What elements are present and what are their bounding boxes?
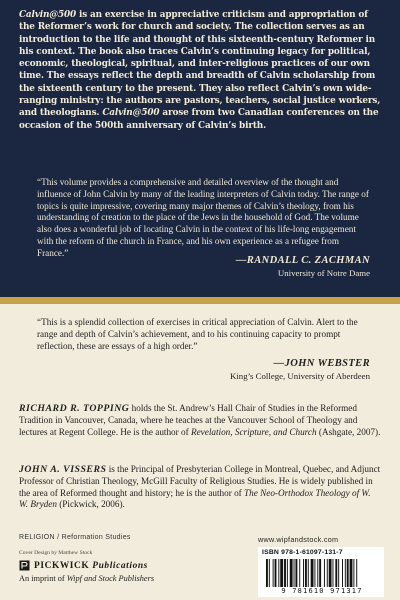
- endorsement-quote-zachman: “This volume provides a comprehensive and detailed overview of the thought and influence of John Calvin by many of the leading interpreters of Calvin today. The range of topics is quite impressive, covering many major themes of Calvin’s theology, from his understanding of creation to the place of the Jews in the household of God. The volume also does a wonderful job of locating Calvin in the context of his life-long engagement with the reform of the church in France, and his own experience as a refugee from France.”: [37, 177, 369, 258]
- imprint-line: [19, 574, 154, 583]
- imprint-publisher: Wipf and Stock Publishers: [66, 574, 155, 583]
- cover-design-credit: Cover Design by Matthew Stock: [19, 550, 93, 556]
- endorser-name: —RANDALL C. ZACHMAN: [235, 255, 370, 266]
- endorser-name: —JOHN WEBSTER: [273, 358, 370, 369]
- publisher-logo-row: [19, 560, 148, 571]
- bio-text: (Pickwick, 2006).: [56, 499, 125, 510]
- publisher-name-suffix: Publications: [89, 560, 148, 571]
- editor-bio-topping: [19, 403, 381, 438]
- editor-bio-vissers: [19, 464, 381, 511]
- endorsement-quote-webster: “This is a splendid collection of exercises in critical appreciation of Calvin. Alert to the range and depth of Calvin’s achievement, and to his continuing capacity to prompt reflection, these are essays of a high order.”: [37, 317, 358, 351]
- endorser-affiliation: King’s College, University of Aberdeen: [230, 371, 370, 381]
- bottom-panel: [0, 304, 400, 600]
- publisher-name: [34, 561, 148, 571]
- book-description: [19, 9, 381, 132]
- imprint-prefix: An imprint of: [19, 574, 67, 583]
- editor-name: JOHN A. VISSERS: [19, 464, 107, 475]
- bio-text: is the Principal of Presbyterian College in Montreal, Quebec, and Adjunct Professor of Christian Theology, McGill Faculty of Religious Studies. He is widely published in the area of Reformed thought and history; he is the author of: [19, 464, 381, 498]
- barcode-bars: [266, 559, 378, 587]
- book-title: Revelation, Scripture, and Church: [190, 426, 317, 437]
- publisher-name-main: PICKWICK: [34, 560, 90, 571]
- editor-name: RICHARD R. TOPPING: [19, 403, 130, 414]
- description-text: is an exercise in appreciative criticism and appropriation of the Reformer’s work for church and society. The collection serves as an introduction to the life and thought of this sixteenth-century Reformer in his context. The book also traces Calvin’s continuing legacy for political, economic, theological, spiritual, and inter-religious practices of our own time. The essays reflect the depth and breadth of Calvin scholarship from the sixteenth century to the present. They also reflect Calvin’s own wide-ranging ministry: the authors are pastors, teachers, social justice workers, and theologians.: [19, 10, 381, 119]
- subject-category: RELIGION / Reformation Studies: [19, 534, 131, 541]
- book-title-mention: Calvin@500: [19, 10, 77, 20]
- book-title: The Neo-Orthodox Theology of W. W. Bryden: [19, 487, 371, 510]
- divider-band: [0, 297, 400, 304]
- bio-text: holds the St. Andrew’s Hall Chair of Studies in the Reformed Tradition in Vancouver, Canada, where he teaches at the Vancouver School of Theology and lectures at Regent College. He is the author of: [19, 403, 358, 437]
- publisher-website: www.wipfandstock.com: [258, 535, 339, 544]
- bio-text: (Ashgate, 2007).: [316, 426, 381, 437]
- description-text: arose from two Canadian conferences on the occasion of the 500th anniversary of Calvin’s birth.: [19, 108, 379, 131]
- publisher-logo-icon: [19, 560, 30, 571]
- endorser-affiliation: University of Notre Dame: [277, 268, 370, 278]
- isbn-barcode: [258, 547, 384, 597]
- barcode-digits: 9 781610 971317: [281, 587, 363, 595]
- top-panel: [0, 0, 400, 297]
- book-title-mention: Calvin@500: [102, 108, 160, 119]
- isbn-number: ISBN 978-1-61097-131-7: [262, 549, 343, 556]
